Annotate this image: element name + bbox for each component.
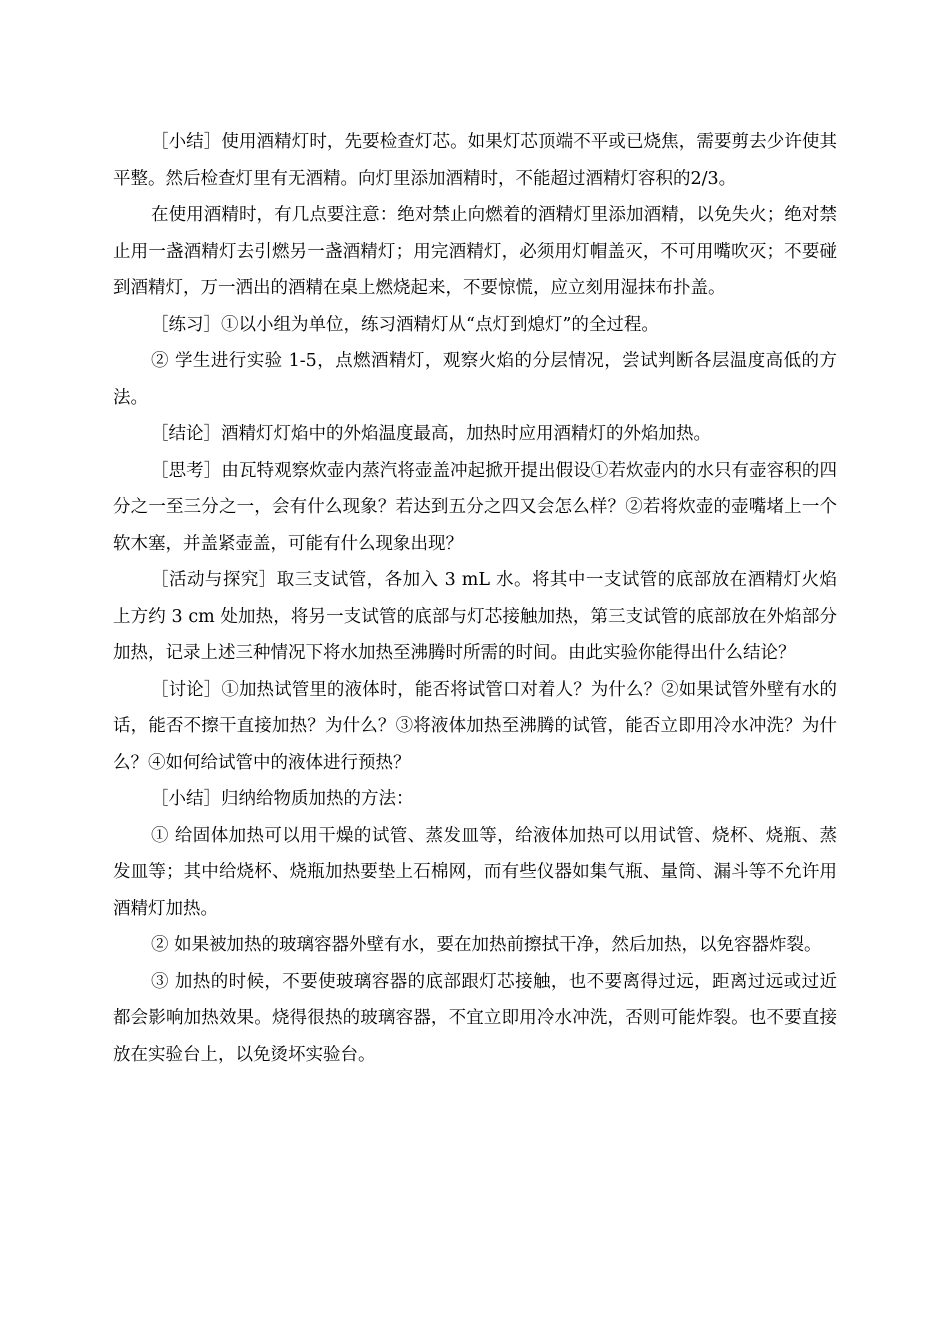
- paragraph-conclusion: ［结论］酒精灯灯焰中的外焰温度最高，加热时应用酒精灯的外焰加热。: [151, 424, 711, 444]
- paragraph-thinking: ［思考］由瓦特观察炊壶内蒸汽将壶盖冲起掀开提出假设①若炊壶内的水只有壶容积的四分之一至三分之一，会有什么现象？若达到五分之四又会怎么样？②若将炊壶的壶嘴堵上一个软木塞，并盖紧壶盖，可能有什么现象出现？: [113, 460, 837, 554]
- paragraph-heating-point-2: ② 如果被加热的玻璃容器外壁有水，要在加热前擦拭干净，然后加热，以免容器炸裂。: [151, 935, 822, 955]
- paragraph-discussion: ［讨论］①加热试管里的液体时，能否将试管口对着人？为什么？②如果试管外壁有水的话，能否不擦干直接加热？为什么？③将液体加热至沸腾的试管，能否立即用冷水冲洗？为什么？④如何给试管中的液体进行预热？: [113, 679, 837, 773]
- paragraph-summary-lamp: ［小结］使用酒精灯时，先要检查灯芯。如果灯芯顶端不平或已烧焦，需要剪去少许使其平整。然后检查灯里有无酒精。向灯里添加酒精时，不能超过酒精灯容积的2/3。: [113, 132, 837, 189]
- paragraph-practice-1: ［练习］①以小组为单位，练习酒精灯从“点灯到熄灯”的全过程。: [151, 314, 659, 335]
- paragraph-heating-point-1: ① 给固体加热可以用干燥的试管、蒸发皿等，给液体加热可以用试管、烧杯、烧瓶、蒸发皿等；其中给烧杯、烧瓶加热要垫上石棉网，而有些仪器如集气瓶、量筒、漏斗等不允许用酒精灯加热。: [113, 825, 837, 919]
- paragraph-practice-2: ② 学生进行实验 1-5，点燃酒精灯，观察火焰的分层情况，尝试判断各层温度高低的方法。: [113, 351, 837, 408]
- paragraph-summary-heating: ［小结］归纳给物质加热的方法：: [151, 789, 414, 809]
- document-body: [113, 124, 837, 1073]
- paragraph-precautions: 在使用酒精时，有几点要注意：绝对禁止向燃着的酒精灯里添加酒精，以免失火；绝对禁止用一盏酒精灯去引燃另一盏酒精灯；用完酒精灯，必须用灯帽盖灭，不可用嘴吹灭；不要碰到酒精灯，万一洒出的酒精在桌上燃烧起来，不要惊慌，应立刻用湿抹布扑盖。: [113, 205, 837, 298]
- paragraph-heating-point-3: ③ 加热的时候，不要使玻璃容器的底部跟灯芯接触，也不要离得过远，距离过远或过近都会影响加热效果。烧得很热的玻璃容器，不宜立即用冷水冲洗，否则可能炸裂。也不要直接放在实验台上，以免烫坏实验台。: [113, 971, 837, 1065]
- paragraph-activity: ［活动与探究］取三支试管，各加入 3 mL 水。将其中一支试管的底部放在酒精灯火焰上方约 3 cm 处加热，将另一支试管的底部与灯芯接触加热，第三支试管的底部放在外焰部分加热，记录上述三种情况下将水加热至沸腾时所需的时间。由此实验你能得出什么结论？: [113, 570, 837, 663]
